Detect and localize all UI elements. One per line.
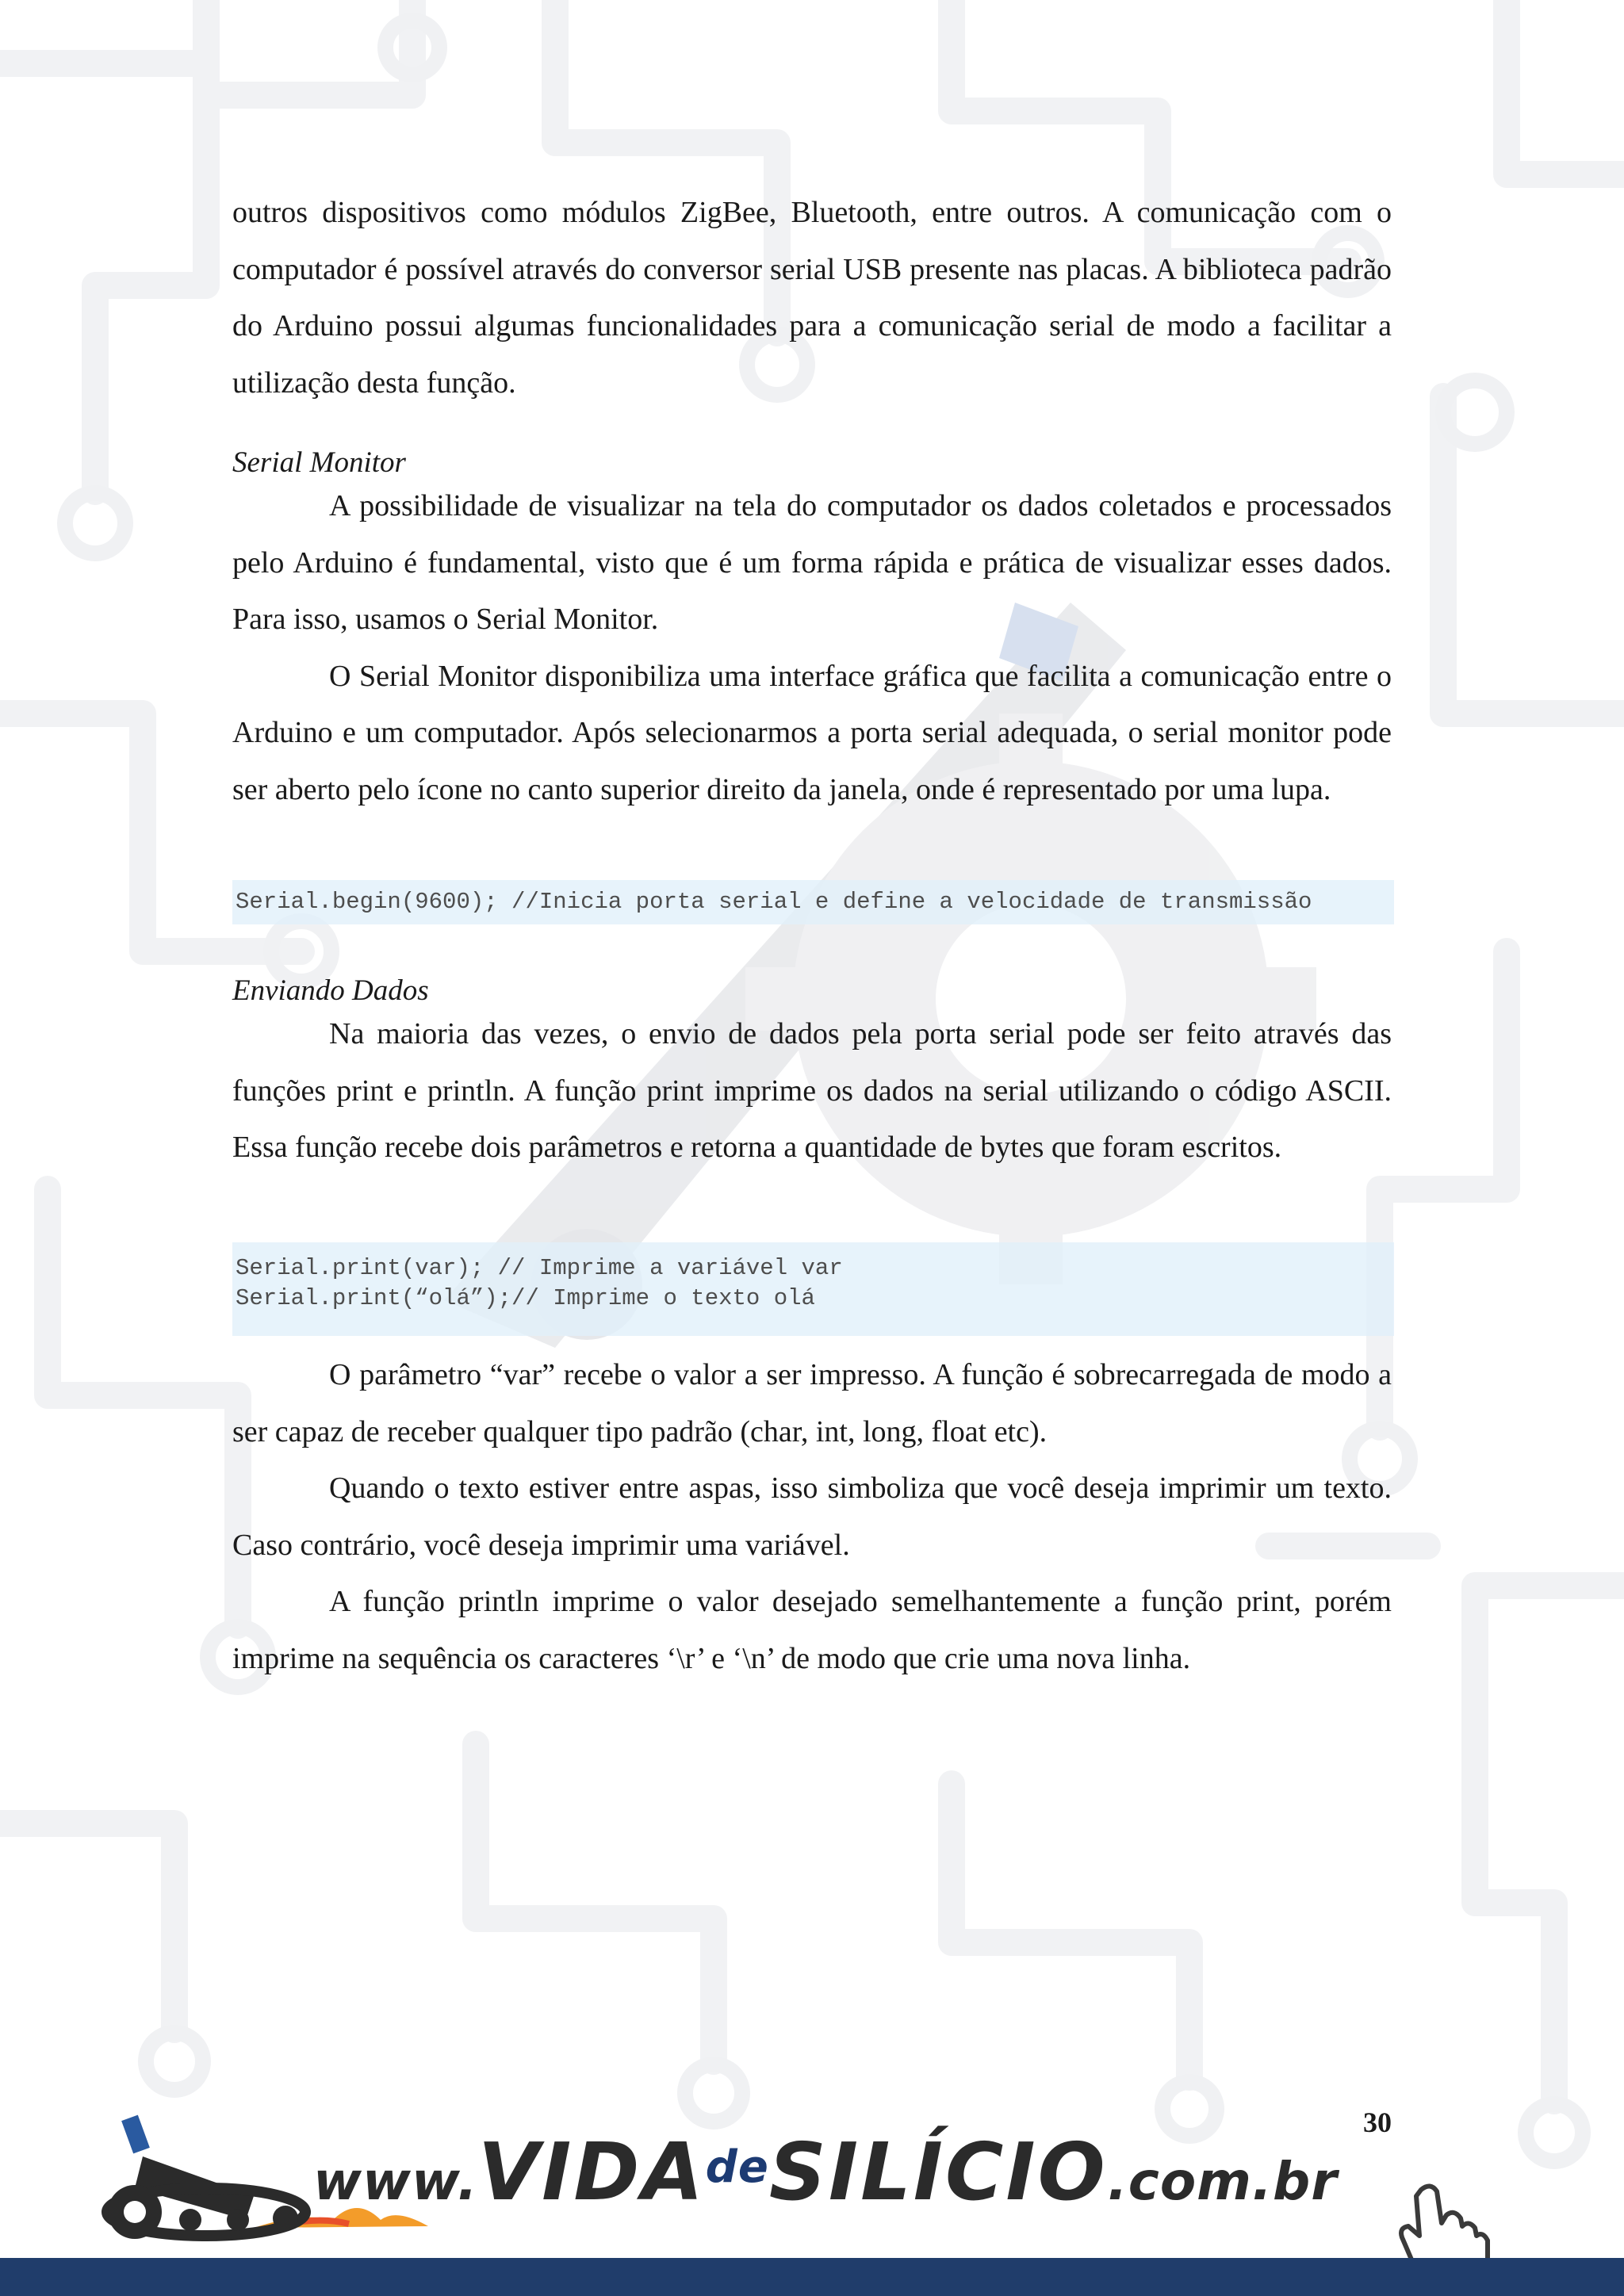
enviando-dados-section [232,1006,1392,1177]
serial-monitor-paragraph-2: O Serial Monitor disponibiliza uma interface gráfica que facilita a comunicação entre o Arduino e um computador. Após selecionarmos a porta serial adequada, o serial monitor pode ser aberto pelo ícone no canto superior direito da janela, onde é representado por uma lupa. [232,659,1392,806]
logo-de: de [705,2141,769,2193]
enviando-dados-heading: Enviando Dados [232,974,429,1007]
logo-silicio: SILÍCIO [768,2126,1108,2218]
code-line: Serial.print(var); // Imprime a variável var [236,1255,843,1281]
code-block-serial-print [232,1242,1394,1336]
enviando-dados-paragraph-3: Quando o texto estiver entre aspas, isso simboliza que você deseja imprimir um texto. Caso contrário, você deseja imprimir uma variável. [232,1471,1392,1562]
serial-monitor-section [232,478,1392,818]
code-line: Serial.begin(9600); //Inicia porta serial e define a velocidade de transmissão [236,889,1312,915]
logo-domain: .com.br [1107,2151,1338,2212]
logo-www: www. [313,2151,478,2212]
enviando-dados-paragraph-2: O parâmetro “var” recebe o valor a ser impresso. A função é sobrecarregada de modo a ser capaz de receber qualquer tipo padrão (char, int, long, float etc). [232,1358,1392,1448]
intro-paragraph-text: outros dispositivos como módulos ZigBee, Bluetooth, entre outros. A comunicação com o computador é possível através do conversor serial USB presente nas placas. A biblioteca padrão do Arduino possui algumas funcionalidades para a comunicação serial de modo a facilitar a utilização desta função. [232,196,1392,400]
vida-de-silicio-logo [313,2126,1338,2218]
enviando-dados-paragraph-4: A função println imprime o valor desejado semelhantemente a função print, porém imprime na sequência os caracteres ‘\r’ e ‘\n’ de modo que crie uma nova linha. [232,1585,1392,1675]
serial-monitor-paragraph-1: A possibilidade de visualizar na tela do computador os dados coletados e processados pelo Arduino é fundamental, visto que é um forma rápida e prática de visualizar esses dados. Para isso, usamos o Serial Monitor. [232,489,1392,636]
footer-bar [0,2258,1624,2296]
enviando-dados-paragraph-1: Na maioria das vezes, o envio de dados pela porta serial pode ser feito através das funções print e println. A função print imprime os dados na serial utilizando o código ASCII. Essa função recebe dois parâmetros e retorna a quantidade de bytes que foram escritos. [232,1017,1392,1164]
print-explanation-section [232,1347,1392,1687]
logo-vida: VIDA [477,2126,706,2218]
intro-paragraph [232,185,1392,411]
code-line: Serial.print(“olá”);// Imprime o texto olá [236,1285,815,1311]
page-number: 30 [1363,2107,1392,2138]
serial-monitor-heading: Serial Monitor [232,446,406,479]
code-block-serial-begin [232,880,1394,924]
